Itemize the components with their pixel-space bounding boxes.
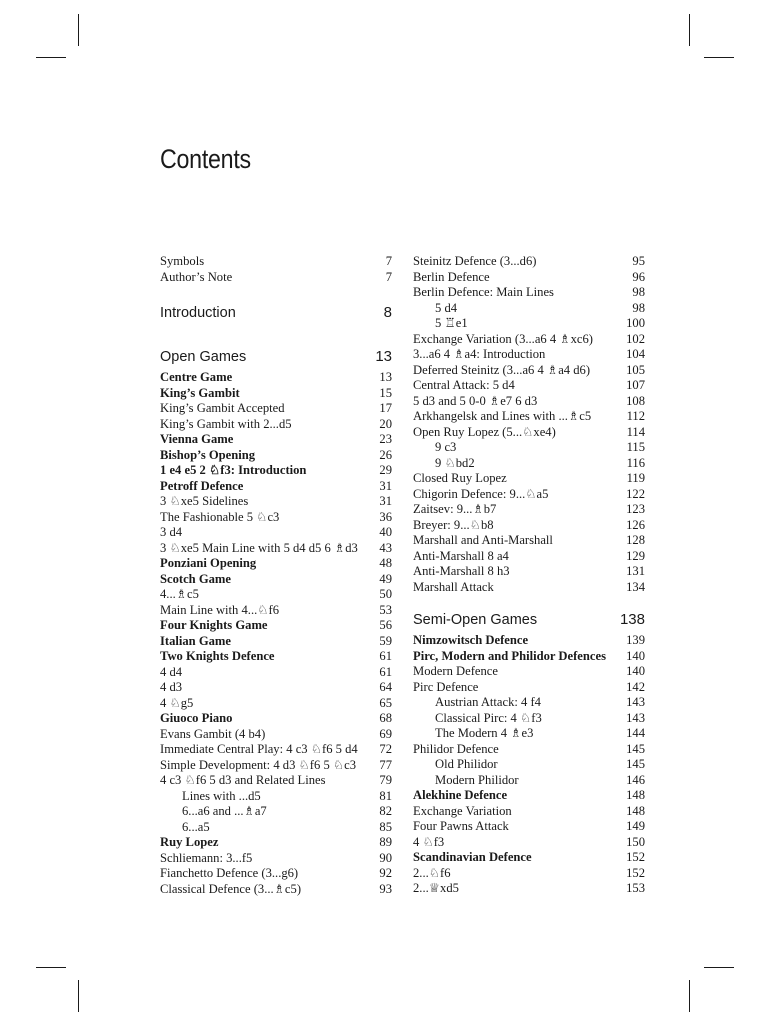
toc-page-number: 40 — [379, 525, 392, 539]
toc-entry-title: Centre Game — [160, 370, 233, 384]
toc-entry[interactable] — [413, 866, 645, 882]
toc-page-number: 144 — [626, 726, 645, 740]
toc-entry-title: Steinitz Defence (3...d6) — [413, 254, 537, 268]
toc-entry-title: 3 ♘xe5 Main Line with 5 d4 d5 6 ♗d3 — [160, 540, 358, 555]
toc-entry-title: Classical Pirc: 4 ♘f3 — [435, 710, 542, 725]
toc-page-number: 36 — [379, 509, 392, 524]
toc-page-number: 114 — [626, 424, 645, 439]
toc-entry-title: Two Knights Defence — [160, 649, 275, 663]
toc-entry[interactable] — [160, 494, 392, 510]
toc-entry-title: Pirc, Modern and Philidor Defences — [413, 648, 606, 663]
toc-page-number: 143 — [626, 710, 645, 725]
toc-entry-title: Open Ruy Lopez (5...♘xe4) — [413, 424, 556, 439]
toc-entry-title: 4 ♘g5 — [160, 695, 194, 710]
toc-page-number: 126 — [626, 517, 645, 532]
toc-entry[interactable] — [413, 409, 645, 425]
toc-page-number: 85 — [379, 819, 392, 834]
toc-entry[interactable] — [413, 580, 645, 596]
toc-entry[interactable] — [160, 525, 392, 541]
toc-entry[interactable] — [160, 696, 392, 712]
toc-entry-title: Central Attack: 5 d4 — [413, 378, 515, 392]
toc-entry-title: Schliemann: 3...f5 — [160, 850, 253, 865]
toc-page-number: 31 — [379, 494, 392, 508]
toc-entry[interactable] — [160, 835, 392, 851]
toc-page-number: 152 — [626, 850, 645, 864]
toc-entry-title: 1 e4 e5 2 ♘f3: Introduction — [160, 463, 307, 477]
toc-entry[interactable] — [160, 665, 392, 681]
toc-page-number: 31 — [379, 478, 392, 493]
toc-entry[interactable] — [160, 820, 392, 836]
toc-entry[interactable] — [413, 502, 645, 518]
toc-page-number: 123 — [626, 502, 645, 516]
toc-page-number: 65 — [379, 695, 392, 710]
toc-page-number: 43 — [379, 540, 392, 555]
toc-section-heading[interactable] — [413, 611, 645, 629]
toc-entry[interactable] — [413, 757, 645, 773]
toc-page-number: 138 — [619, 611, 645, 628]
toc-page-number: 17 — [379, 401, 392, 415]
toc-page-number: 48 — [379, 556, 392, 570]
toc-entry-title: 6...a5 — [182, 819, 210, 834]
toc-entry-title: King’s Gambit — [160, 385, 240, 400]
toc-entry-title: Giuoco Piano — [160, 711, 233, 725]
crop-mark — [689, 980, 690, 1012]
toc-entry[interactable] — [413, 270, 645, 286]
crop-mark — [78, 980, 79, 1012]
toc-entry[interactable] — [413, 819, 645, 835]
toc-entry[interactable] — [413, 394, 645, 410]
toc-entry[interactable] — [160, 851, 392, 867]
toc-entry[interactable] — [160, 587, 392, 603]
toc-entry[interactable] — [413, 726, 645, 742]
toc-entry-title: The Fashionable 5 ♘c3 — [160, 509, 280, 524]
toc-entry-title: Scotch Game — [160, 571, 231, 586]
toc-entry-title: 4 d3 — [160, 680, 183, 694]
toc-right-column — [413, 254, 645, 897]
toc-entry-title: 3 ♘xe5 Sidelines — [160, 494, 249, 508]
toc-entry[interactable] — [413, 633, 645, 649]
toc-entry[interactable] — [413, 695, 645, 711]
toc-page-number: 134 — [626, 579, 645, 594]
toc-entry-title: 4...♗c5 — [160, 587, 199, 601]
toc-entry-title: King’s Gambit Accepted — [160, 401, 285, 415]
toc-entry-title: Nimzowitsch Defence — [413, 633, 529, 647]
toc-page-number: 49 — [379, 571, 392, 586]
toc-entry[interactable] — [413, 378, 645, 394]
toc-entry[interactable] — [160, 618, 392, 634]
toc-entry-title: Chigorin Defence: 9...♘a5 — [413, 486, 549, 501]
toc-entry[interactable] — [160, 789, 392, 805]
toc-entry-title: Immediate Central Play: 4 c3 ♘f6 5 d4 — [160, 742, 358, 756]
toc-page-number: 8 — [383, 304, 392, 321]
toc-entry-title: Main Line with 4...♘f6 — [160, 602, 280, 617]
toc-entry[interactable] — [160, 758, 392, 774]
toc-page-number: 146 — [626, 772, 645, 787]
toc-entry[interactable] — [413, 773, 645, 789]
toc-entry-title: Vienna Game — [160, 432, 234, 446]
toc-page-number: 50 — [379, 587, 392, 601]
toc-entry-title: 2...♘f6 — [413, 865, 451, 880]
toc-entry[interactable] — [160, 541, 392, 557]
toc-page-number: 13 — [375, 348, 392, 365]
toc-entry[interactable] — [160, 680, 392, 696]
toc-entry-title: 5 ♖e1 — [435, 316, 468, 330]
toc-entry[interactable] — [160, 479, 392, 495]
toc-page-number: 145 — [626, 741, 645, 756]
toc-page-number: 104 — [626, 347, 645, 361]
toc-page-number: 143 — [626, 695, 645, 709]
toc-page-number: 23 — [379, 432, 392, 446]
toc-entry-title: King’s Gambit with 2...d5 — [160, 416, 292, 431]
toc-page-number: 61 — [379, 664, 392, 679]
toc-page-number: 108 — [626, 393, 645, 408]
toc-entry[interactable] — [413, 711, 645, 727]
toc-entry-title: The Modern 4 ♗e3 — [435, 726, 534, 740]
toc-page-number: 81 — [379, 788, 392, 803]
toc-entry-title: Modern Defence — [413, 664, 498, 678]
toc-entry-title: Open Games — [160, 349, 247, 365]
toc-page-number: 15 — [379, 385, 392, 400]
toc-entry[interactable] — [413, 487, 645, 503]
toc-entry[interactable] — [160, 270, 392, 286]
toc-entry-title: 5 d3 and 5 0-0 ♗e7 6 d3 — [413, 393, 538, 408]
toc-page-number: 79 — [379, 773, 392, 787]
toc-entry[interactable] — [160, 649, 392, 665]
toc-entry-title: Austrian Attack: 4 f4 — [435, 695, 541, 709]
toc-entry[interactable] — [413, 347, 645, 363]
toc-entry[interactable] — [160, 510, 392, 526]
toc-entry-title: Philidor Defence — [413, 741, 499, 756]
toc-entry[interactable] — [413, 881, 645, 897]
toc-page-number: 107 — [626, 378, 645, 392]
toc-entry[interactable] — [160, 804, 392, 820]
toc-entry[interactable] — [413, 804, 645, 820]
toc-entry[interactable] — [160, 401, 392, 417]
toc-entry-title: Anti-Marshall 8 h3 — [413, 564, 510, 578]
toc-entry[interactable] — [160, 254, 392, 270]
toc-entry[interactable] — [413, 363, 645, 379]
toc-page-number: 56 — [379, 618, 392, 632]
toc-entry[interactable] — [413, 316, 645, 332]
toc-entry[interactable] — [413, 471, 645, 487]
toc-entry-title: Four Knights Game — [160, 618, 268, 632]
toc-page-number: 152 — [626, 865, 645, 880]
toc-entry-title: 9 c3 — [435, 440, 457, 454]
page-title: Contents — [160, 144, 251, 174]
toc-entry-title: Italian Game — [160, 633, 232, 648]
toc-entry-title: Bishop’s Opening — [160, 447, 256, 462]
crop-mark — [36, 57, 66, 58]
toc-entry[interactable] — [160, 711, 392, 727]
toc-page-number: 131 — [626, 564, 645, 578]
toc-entry[interactable] — [413, 850, 645, 866]
toc-entry[interactable] — [413, 254, 645, 270]
toc-page-number: 128 — [626, 533, 645, 547]
toc-entry-title: 4 c3 ♘f6 5 d3 and Related Lines — [160, 773, 326, 787]
toc-entry-title: Scandinavian Defence — [413, 850, 532, 864]
toc-entry[interactable] — [413, 742, 645, 758]
toc-entry-title: Deferred Steinitz (3...a6 4 ♗a4 d6) — [413, 362, 591, 377]
toc-section-heading[interactable] — [160, 348, 392, 366]
toc-entry[interactable] — [160, 882, 392, 898]
toc-entry[interactable] — [413, 788, 645, 804]
toc-page-number: 98 — [632, 300, 645, 315]
toc-entry[interactable] — [160, 634, 392, 650]
toc-page-number: 105 — [626, 362, 645, 377]
toc-page-number: 29 — [379, 463, 392, 477]
toc-page-number: 129 — [626, 548, 645, 563]
toc-page-number: 53 — [379, 602, 392, 617]
toc-page-number: 7 — [385, 269, 392, 284]
toc-left-column — [160, 254, 392, 897]
toc-entry[interactable] — [413, 564, 645, 580]
toc-page-number: 77 — [379, 757, 392, 772]
toc-spacer — [413, 595, 645, 611]
toc-entry[interactable] — [160, 727, 392, 743]
toc-entry[interactable] — [160, 773, 392, 789]
toc-entry-title: Pirc Defence — [413, 679, 479, 694]
toc-entry-title: Marshall and Anti-Marshall — [413, 533, 553, 547]
toc-entry[interactable] — [160, 603, 392, 619]
toc-page-number: 150 — [626, 834, 645, 849]
toc-entry[interactable] — [160, 432, 392, 448]
toc-page-number: 145 — [626, 757, 645, 771]
toc-entry-title: Symbols — [160, 254, 205, 268]
toc-entry-title: 4 d4 — [160, 664, 183, 679]
toc-page-number: 93 — [379, 881, 392, 896]
toc-entry[interactable] — [413, 332, 645, 348]
toc-entry[interactable] — [160, 556, 392, 572]
toc-spacer — [160, 322, 392, 348]
toc-entry[interactable] — [413, 664, 645, 680]
toc-entry[interactable] — [413, 456, 645, 472]
toc-page-number: 139 — [626, 633, 645, 647]
toc-entry[interactable] — [413, 549, 645, 565]
toc-page-number: 90 — [379, 850, 392, 865]
toc-page-number: 115 — [626, 440, 645, 454]
toc-entry-title: Berlin Defence — [413, 269, 490, 284]
toc-entry-title: Old Philidor — [435, 757, 498, 771]
toc-page-number: 148 — [626, 788, 645, 802]
toc-entry[interactable] — [160, 370, 392, 386]
toc-page-number: 61 — [379, 649, 392, 663]
toc-entry-title: 3 d4 — [160, 525, 183, 539]
toc-entry-title: Fianchetto Defence (3...g6) — [160, 866, 299, 880]
toc-entry[interactable] — [160, 742, 392, 758]
toc-page-number: 119 — [626, 471, 645, 485]
crop-mark — [704, 967, 734, 968]
toc-entry[interactable] — [413, 533, 645, 549]
toc-entry[interactable] — [160, 386, 392, 402]
toc-entry-title: 5 d4 — [435, 300, 458, 315]
toc-page-number: 148 — [626, 803, 645, 818]
toc-page-number: 142 — [626, 679, 645, 694]
toc-entry[interactable] — [413, 425, 645, 441]
toc-page-number: 72 — [379, 742, 392, 756]
toc-page-number: 64 — [379, 680, 392, 694]
toc-entry[interactable] — [160, 463, 392, 479]
toc-page-number: 13 — [379, 370, 392, 384]
toc-entry[interactable] — [413, 518, 645, 534]
toc-entry[interactable] — [413, 285, 645, 301]
toc-entry-title: Evans Gambit (4 b4) — [160, 726, 266, 741]
toc-page-number: 140 — [626, 664, 645, 678]
toc-page-number: 149 — [626, 819, 645, 833]
toc-entry-title: Four Pawns Attack — [413, 819, 509, 833]
toc-page-number: 59 — [379, 633, 392, 648]
toc-page-number: 102 — [626, 331, 645, 346]
toc-entry[interactable] — [160, 572, 392, 588]
toc-entry-title: Semi-Open Games — [413, 612, 538, 628]
toc-page-number: 89 — [379, 835, 392, 849]
toc-entry[interactable] — [413, 680, 645, 696]
toc-entry-title: Modern Philidor — [435, 772, 519, 787]
toc-entry-title: 9 ♘bd2 — [435, 455, 475, 470]
crop-mark — [704, 57, 734, 58]
toc-entry[interactable] — [413, 301, 645, 317]
toc-page-number: 68 — [379, 711, 392, 725]
toc-entry-title: 4 ♘f3 — [413, 834, 445, 849]
toc-entry-title: Anti-Marshall 8 a4 — [413, 548, 509, 563]
toc-entry[interactable] — [160, 448, 392, 464]
toc-entry-title: Simple Development: 4 d3 ♘f6 5 ♘c3 — [160, 757, 357, 772]
toc-entry-title: Ruy Lopez — [160, 835, 219, 849]
toc-page-number: 7 — [385, 254, 392, 268]
toc-entry-title: 6...a6 and ...♗a7 — [182, 804, 267, 818]
toc-spacer — [160, 285, 392, 304]
toc-entry-title: Petroff Defence — [160, 478, 244, 493]
toc-entry-title: Marshall Attack — [413, 579, 494, 594]
toc-entry-title: Classical Defence (3...♗c5) — [160, 881, 302, 896]
toc-entry[interactable] — [413, 649, 645, 665]
toc-page-number: 112 — [626, 409, 645, 423]
toc-entry-title: Berlin Defence: Main Lines — [413, 285, 554, 299]
toc-section-heading[interactable] — [160, 304, 392, 322]
toc-entry-title: Arkhangelsk and Lines with ...♗c5 — [413, 409, 592, 423]
toc-entry-title: Exchange Variation — [413, 803, 512, 818]
toc-entry[interactable] — [160, 866, 392, 882]
toc-page-number: 153 — [626, 881, 645, 895]
toc-page-number: 100 — [626, 316, 645, 330]
toc-page-number: 122 — [626, 486, 645, 501]
toc-page-number: 95 — [632, 254, 645, 268]
toc-entry[interactable] — [160, 417, 392, 433]
toc-entry-title: Closed Ruy Lopez — [413, 471, 507, 485]
toc-page-number: 26 — [379, 447, 392, 462]
toc-entry-title: Zaitsev: 9...♗b7 — [413, 502, 497, 516]
toc-entry-title: Breyer: 9...♘b8 — [413, 517, 494, 532]
toc-entry-title: 3...a6 4 ♗a4: Introduction — [413, 347, 546, 361]
toc-page-number: 98 — [632, 285, 645, 299]
toc-page-number: 92 — [379, 866, 392, 880]
toc-entry-title: Author’s Note — [160, 269, 233, 284]
toc-page-number: 20 — [379, 416, 392, 431]
toc-entry-title: Exchange Variation (3...a6 4 ♗xc6) — [413, 331, 593, 346]
toc-page-number: 140 — [626, 648, 645, 663]
toc-entry-title: Alekhine Defence — [413, 788, 508, 802]
toc-page-number: 96 — [632, 269, 645, 284]
crop-mark — [689, 14, 690, 46]
toc-page-number: 69 — [379, 726, 392, 741]
toc-entry-title: Ponziani Opening — [160, 556, 257, 570]
toc-page-number: 82 — [379, 804, 392, 818]
toc-entry[interactable] — [413, 440, 645, 456]
toc-entry-title: Lines with ...d5 — [182, 788, 261, 803]
toc-entry-title: Introduction — [160, 305, 236, 321]
toc-page-number: 116 — [626, 455, 645, 470]
toc-entry-title: 2...♕xd5 — [413, 881, 459, 895]
crop-mark — [78, 14, 79, 46]
crop-mark — [36, 967, 66, 968]
toc-entry[interactable] — [413, 835, 645, 851]
